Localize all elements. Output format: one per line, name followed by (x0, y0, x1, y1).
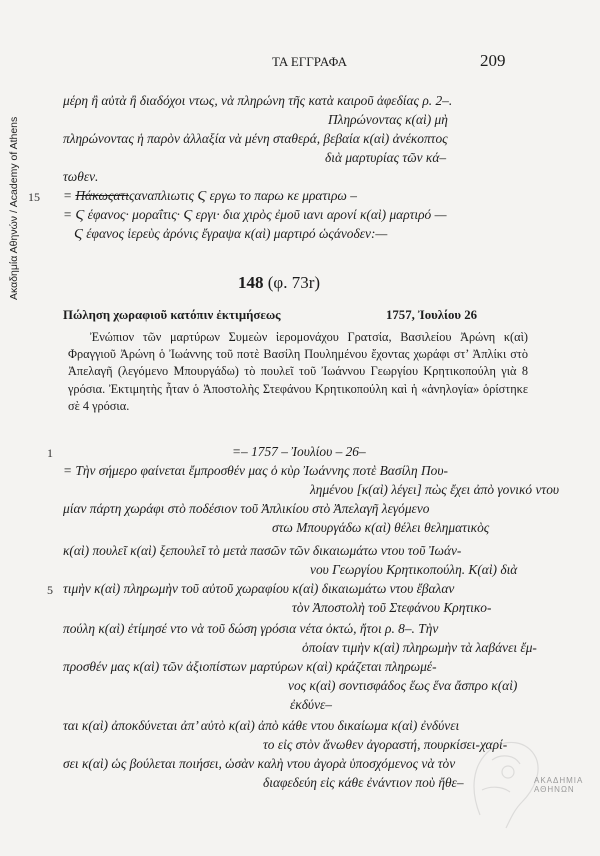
text-line: τὸν Ἀποστολὴ τοῦ Στεφάνου Κρητικο- (292, 600, 492, 615)
text-segment: = (63, 188, 76, 203)
text-line: τιμὴν κ(αὶ) πληρωμὴν τοῦ αὐτοῦ χωραφίου κ(αὶ) δικαιωμάτω ντου ἔβαλαν (63, 581, 455, 596)
text-line: πληρώνοντας ἡ παρὸν ἀλλαξία νὰ μένη σταθερά, βεβαία κ(αὶ) ἀνέκοπτος (63, 131, 448, 146)
text-segment: ςαναπλιωτις Ϛ εργω το παρω κε μρατιρω – (128, 188, 357, 203)
text-line: =– 1757 – Ἰουλίου – 26– (232, 444, 366, 459)
running-title: ΤΑ ΕΓΓΡΑΦΑ (272, 54, 347, 69)
text-line: ἐκδύνε– (290, 697, 332, 712)
text-line: διαφεδεύη εἰς κάθε ἐνάντιον ποὺ ἤθε– (263, 775, 464, 790)
text-line: προσθέν μας κ(αὶ) τῶν ἀξιοπίστων μαρτύρων κ(αὶ) κράζεται πληρωμέ- (63, 659, 437, 674)
text-line: ται κ(αὶ) ἀποκδύνεται ἀπ’ αὐτὸ κ(αὶ) ἀπὸ κάθε ντου δικαίωμα κ(αὶ) ἐνδύνει (63, 718, 460, 733)
page-number: 209 (480, 51, 506, 70)
text-line: το εἰς στὸν ἄνωθεν ἀγοραστή, πουρκίσει-χαρί- (263, 737, 508, 752)
line-number: 5 (47, 583, 53, 597)
side-note-text: Ακαδημία Αθηνών / Academy of Athens (8, 116, 20, 300)
text-line: τωθεν. (63, 169, 99, 184)
text-line: σει κ(αὶ) ὡς βούλεται ποιήσει, ὡσὰν καλὴ ντου ἀγορὰ ὑποσχόμενος νὰ τὸν (63, 756, 456, 771)
academy-side-note (8, 40, 22, 300)
text-line: νος κ(αὶ) σοντισφάδος ἕως ἕνα ἄσπρο κ(αὶ) (288, 678, 518, 693)
text-line: ὁποίαν τιμὴν κ(αὶ) πληρωμὴν τὰ λαβάνει ἔμ- (302, 640, 537, 655)
watermark-text: ΑΚΑΔΗΜΙΑ ΑΘΗΝΩΝ (534, 776, 583, 794)
academy-seal-watermark (410, 720, 590, 830)
text-line: Πληρώνοντας κ(αὶ) μὴ (328, 112, 448, 127)
text-line (63, 188, 357, 204)
line-number: 1 (47, 446, 53, 460)
document-title (238, 273, 320, 293)
text-line: = Τὴν σήμερο φαίνεται ἔμπροσθέν μας ὁ κὺρ Ἰωάννης ποτὲ Βασίλη Που- (63, 463, 448, 478)
text-line: = Ϛ έφανος· μοραΐτις· Ϛ εργι· δια χιρὸς ἐμοῦ ιανι αρονί κ(αὶ) μαρτιρό — (63, 207, 447, 222)
text-line: στω Μπουργάδω κ(αὶ) θέλει θεληματικὸς (272, 520, 490, 535)
text-line: λημένου [κ(αὶ) λέγει] πὼς ἔχει ἀπὸ γονικό ντου (310, 482, 560, 497)
document-number: 148 (238, 273, 264, 292)
text-line: νου Γεωργίου Κρητικοπούλη. Κ(αὶ) διὰ (310, 562, 518, 577)
document-folio: (φ. 73r) (267, 273, 321, 292)
text-line: διὰ μαρτυρίας τῶν κά– (325, 150, 447, 165)
text-line: μέρη ἢ αὐτὰ ἢ διαδόχοι ντως, νὰ πληρώνη τῆς κατὰ καιροῦ ἀφεδίας ρ. 2–. (63, 93, 453, 108)
struck-text: Πάκωςατι (75, 188, 129, 203)
line-number: 15 (28, 190, 40, 204)
document-summary (68, 329, 528, 415)
text-line: πούλη κ(αὶ) ἐτίμησέ ντο νὰ τοῦ δώση γρόσια νέτα ὀκτώ, ἤτοι ρ. 8–. Τὴν (63, 621, 439, 636)
document-heading: Πώληση χωραφιοῦ κατόπιν ἐκτιμήσεως (63, 308, 281, 322)
summary-text: Ἐνώπιον τῶν μαρτύρων Συμεὼν ἱερομονάχου Γρατσία, Βασιλείου Ἀρώνη κ(αὶ) Φραγγιοῦ Ἀρώνη ὁ Ἰωάννης τοῦ ποτὲ Βασίλη Πουλημένου ἔχοντας χωράφι στ’ Ἀπλίκι στὸ Ἀπελαγῆ (λεγόμενο Μπουργάδω) τὸ πουλεῖ τοῦ Ἰωάννου Γεωργίου Κρητικοπούλη γιὰ 8 γρόσια. Ἐκτιμητὴς ἦταν ὁ Ἀποστολὴς Στεφάνου Κρητικοπούλη καὶ ἡ «ἀνηλογία» ὁρίστηκε σὲ 4 γρόσια. (68, 330, 528, 413)
text-line: κ(αὶ) πουλεῖ κ(αὶ) ξεπουλεῖ τὸ μετὰ πασῶν τῶν δικαιωμάτω ντου τοῦ Ἰωάν- (63, 543, 462, 558)
document-date: 1757, Ἰουλίου 26 (386, 308, 478, 322)
text-line: Ϛ έφανος ἱερεὺς ἀρόνις ἔγραψα κ(αὶ) μαρτιρό ὡςάνοδεν:— (74, 226, 388, 241)
text-line: μίαν πάρτη χωράφι στὸ ποδέσιον τοῦ Ἀπλικίου στὸ Ἀπελαγῆ λεγόμενο (63, 501, 430, 516)
